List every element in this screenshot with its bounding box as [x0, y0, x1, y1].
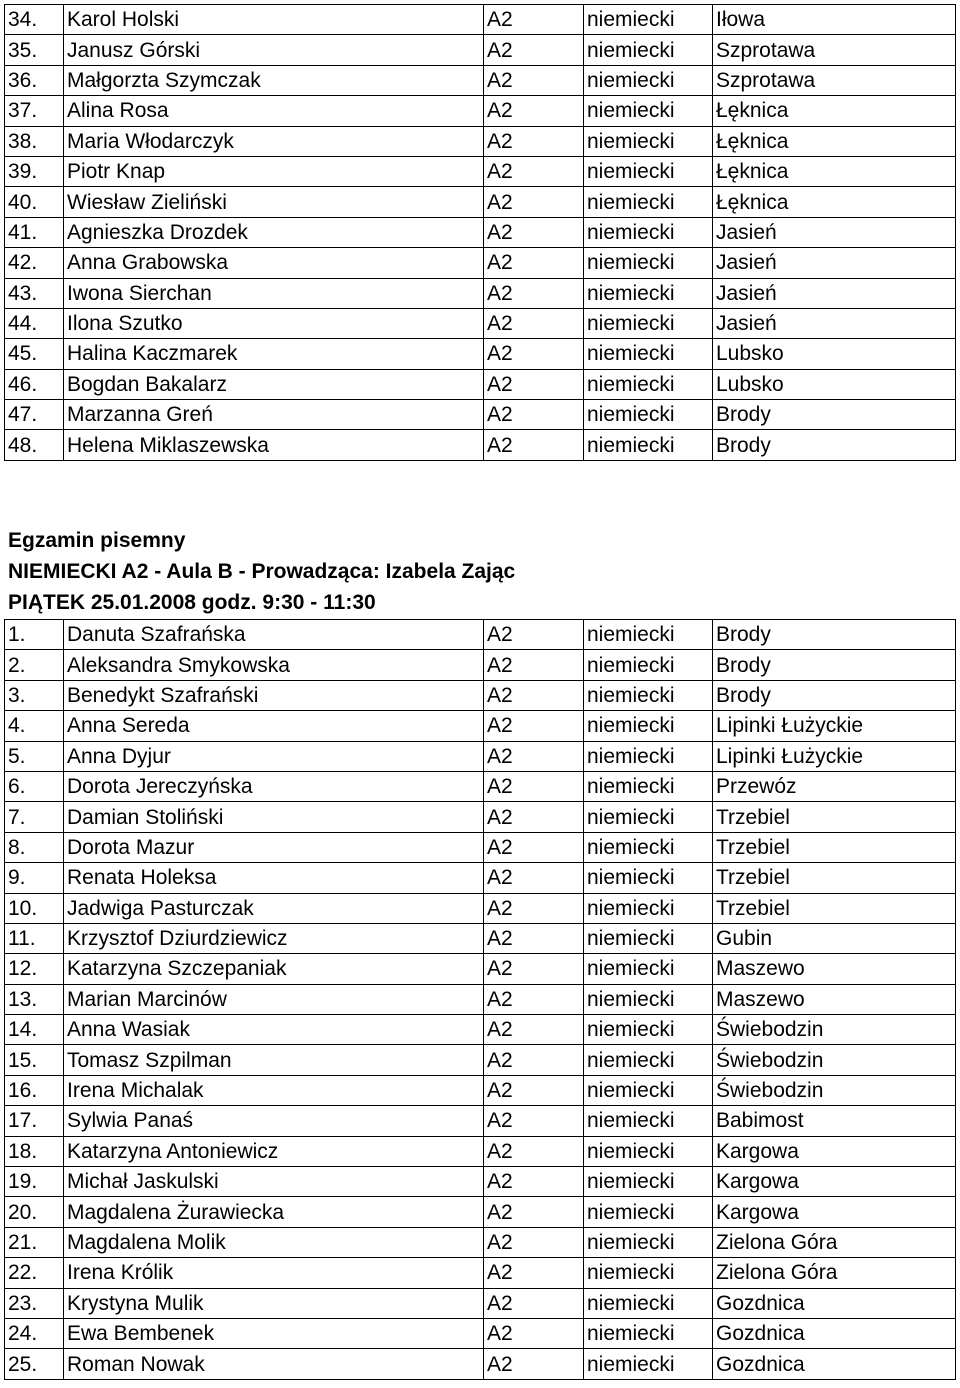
level-cell: A2	[484, 339, 584, 369]
table-row	[5, 65, 956, 95]
language-cell: niemiecki	[584, 1075, 713, 1105]
participant-name: Bogdan Bakalarz	[64, 369, 484, 399]
participant-name: Krystyna Mulik	[64, 1288, 484, 1318]
level-cell: A2	[484, 308, 584, 338]
row-number: 13.	[5, 984, 64, 1014]
table-row	[5, 711, 956, 741]
row-number: 18.	[5, 1136, 64, 1166]
participant-name: Dorota Jereczyńska	[64, 771, 484, 801]
participant-name: Ilona Szutko	[64, 308, 484, 338]
section-title: Egzamin pisemny	[8, 529, 186, 552]
row-number: 23.	[5, 1288, 64, 1318]
town-cell: Łęknica	[713, 187, 956, 217]
language-cell: niemiecki	[584, 1227, 713, 1257]
table-row	[5, 217, 956, 247]
language-cell: niemiecki	[584, 802, 713, 832]
language-cell: niemiecki	[584, 1015, 713, 1045]
table-row	[5, 923, 956, 953]
level-cell: A2	[484, 156, 584, 186]
level-cell: A2	[484, 1167, 584, 1197]
town-cell: Brody	[713, 650, 956, 680]
language-cell: niemiecki	[584, 96, 713, 126]
row-number: 41.	[5, 217, 64, 247]
town-cell: Maszewo	[713, 954, 956, 984]
town-cell: Trzebiel	[713, 802, 956, 832]
town-cell: Brody	[713, 680, 956, 710]
table-row	[5, 832, 956, 862]
level-cell: A2	[484, 65, 584, 95]
language-cell: niemiecki	[584, 65, 713, 95]
town-cell: Lubsko	[713, 369, 956, 399]
participant-name: Magdalena Żurawiecka	[64, 1197, 484, 1227]
table-row	[5, 680, 956, 710]
row-number: 11.	[5, 923, 64, 953]
level-cell: A2	[484, 187, 584, 217]
participant-name: Janusz Górski	[64, 35, 484, 65]
language-cell: niemiecki	[584, 217, 713, 247]
participant-name: Irena Michalak	[64, 1075, 484, 1105]
town-cell: Świebodzin	[713, 1015, 956, 1045]
table-row	[5, 620, 956, 650]
town-cell: Lipinki Łużyckie	[713, 741, 956, 771]
town-cell: Brody	[713, 430, 956, 460]
language-cell: niemiecki	[584, 711, 713, 741]
table-row	[5, 1045, 956, 1075]
row-number: 8.	[5, 832, 64, 862]
row-number: 22.	[5, 1258, 64, 1288]
language-cell: niemiecki	[584, 1045, 713, 1075]
row-number: 2.	[5, 650, 64, 680]
town-cell: Szprotawa	[713, 35, 956, 65]
level-cell: A2	[484, 1349, 584, 1379]
row-number: 16.	[5, 1075, 64, 1105]
level-cell: A2	[484, 369, 584, 399]
row-number: 7.	[5, 802, 64, 832]
participant-name: Anna Wasiak	[64, 1015, 484, 1045]
row-number: 24.	[5, 1318, 64, 1348]
language-cell: niemiecki	[584, 1288, 713, 1318]
level-cell: A2	[484, 1258, 584, 1288]
language-cell: niemiecki	[584, 1106, 713, 1136]
language-cell: niemiecki	[584, 248, 713, 278]
participant-name: Benedykt Szafrański	[64, 680, 484, 710]
town-cell: Gubin	[713, 923, 956, 953]
participant-name: Helena Miklaszewska	[64, 430, 484, 460]
town-cell: Gozdnica	[713, 1288, 956, 1318]
row-number: 10.	[5, 893, 64, 923]
participant-name: Małgorzta Szymczak	[64, 65, 484, 95]
town-cell: Iłowa	[713, 5, 956, 35]
language-cell: niemiecki	[584, 650, 713, 680]
town-cell: Maszewo	[713, 984, 956, 1014]
level-cell: A2	[484, 984, 584, 1014]
town-cell: Trzebiel	[713, 893, 956, 923]
section-subtitle: NIEMIECKI A2 - Aula B - Prowadząca: Izabela Zając	[8, 560, 516, 583]
table-row	[5, 1015, 956, 1045]
table-row	[5, 187, 956, 217]
level-cell: A2	[484, 680, 584, 710]
town-cell: Kargowa	[713, 1136, 956, 1166]
language-cell: niemiecki	[584, 620, 713, 650]
row-number: 19.	[5, 1167, 64, 1197]
participant-name: Wiesław Zieliński	[64, 187, 484, 217]
language-cell: niemiecki	[584, 893, 713, 923]
row-number: 14.	[5, 1015, 64, 1045]
participant-name: Iwona Sierchan	[64, 278, 484, 308]
participant-name: Katarzyna Antoniewicz	[64, 1136, 484, 1166]
level-cell: A2	[484, 430, 584, 460]
language-cell: niemiecki	[584, 369, 713, 399]
participant-name: Jadwiga Pasturczak	[64, 893, 484, 923]
table-row	[5, 369, 956, 399]
participant-name: Alina Rosa	[64, 96, 484, 126]
town-cell: Świebodzin	[713, 1075, 956, 1105]
participant-name: Marzanna Greń	[64, 400, 484, 430]
level-cell: A2	[484, 1015, 584, 1045]
table-row	[5, 35, 956, 65]
row-number: 40.	[5, 187, 64, 217]
participant-name: Halina Kaczmarek	[64, 339, 484, 369]
level-cell: A2	[484, 1318, 584, 1348]
table-row	[5, 339, 956, 369]
row-number: 6.	[5, 771, 64, 801]
town-cell: Brody	[713, 400, 956, 430]
table-row	[5, 156, 956, 186]
language-cell: niemiecki	[584, 430, 713, 460]
town-cell: Lipinki Łużyckie	[713, 711, 956, 741]
level-cell: A2	[484, 1136, 584, 1166]
town-cell: Jasień	[713, 278, 956, 308]
participant-name: Damian Stoliński	[64, 802, 484, 832]
town-cell: Trzebiel	[713, 863, 956, 893]
town-cell: Kargowa	[713, 1167, 956, 1197]
town-cell: Jasień	[713, 217, 956, 247]
town-cell: Łęknica	[713, 156, 956, 186]
language-cell: niemiecki	[584, 1258, 713, 1288]
level-cell: A2	[484, 1045, 584, 1075]
town-cell: Świebodzin	[713, 1045, 956, 1075]
row-number: 37.	[5, 96, 64, 126]
town-cell: Lubsko	[713, 339, 956, 369]
level-cell: A2	[484, 893, 584, 923]
row-number: 20.	[5, 1197, 64, 1227]
language-cell: niemiecki	[584, 832, 713, 862]
language-cell: niemiecki	[584, 1136, 713, 1166]
level-cell: A2	[484, 1288, 584, 1318]
participants-table-continued	[4, 4, 956, 461]
table-row	[5, 1197, 956, 1227]
level-cell: A2	[484, 954, 584, 984]
table-row	[5, 248, 956, 278]
participant-name: Renata Holeksa	[64, 863, 484, 893]
level-cell: A2	[484, 1075, 584, 1105]
level-cell: A2	[484, 650, 584, 680]
level-cell: A2	[484, 217, 584, 247]
participant-name: Anna Sereda	[64, 711, 484, 741]
row-number: 15.	[5, 1045, 64, 1075]
town-cell: Brody	[713, 620, 956, 650]
participant-name: Katarzyna Szczepaniak	[64, 954, 484, 984]
table-row	[5, 1106, 956, 1136]
table-row	[5, 1349, 956, 1379]
level-cell: A2	[484, 35, 584, 65]
row-number: 45.	[5, 339, 64, 369]
language-cell: niemiecki	[584, 680, 713, 710]
participant-name: Danuta Szafrańska	[64, 620, 484, 650]
language-cell: niemiecki	[584, 771, 713, 801]
language-cell: niemiecki	[584, 1167, 713, 1197]
language-cell: niemiecki	[584, 126, 713, 156]
table-row	[5, 1227, 956, 1257]
level-cell: A2	[484, 832, 584, 862]
town-cell: Zielona Góra	[713, 1227, 956, 1257]
table-row	[5, 308, 956, 338]
participant-name: Dorota Mazur	[64, 832, 484, 862]
table-row	[5, 278, 956, 308]
row-number: 25.	[5, 1349, 64, 1379]
language-cell: niemiecki	[584, 741, 713, 771]
participant-name: Anna Grabowska	[64, 248, 484, 278]
language-cell: niemiecki	[584, 156, 713, 186]
town-cell: Łęknica	[713, 96, 956, 126]
table-row	[5, 802, 956, 832]
section-datetime: PIĄTEK 25.01.2008 godz. 9:30 - 11:30	[8, 591, 376, 614]
row-number: 12.	[5, 954, 64, 984]
row-number: 34.	[5, 5, 64, 35]
table-row	[5, 400, 956, 430]
level-cell: A2	[484, 711, 584, 741]
level-cell: A2	[484, 741, 584, 771]
row-number: 35.	[5, 35, 64, 65]
town-cell: Szprotawa	[713, 65, 956, 95]
table-row	[5, 1075, 956, 1105]
row-number: 43.	[5, 278, 64, 308]
participant-name: Marian Marcinów	[64, 984, 484, 1014]
level-cell: A2	[484, 400, 584, 430]
table-row	[5, 1288, 956, 1318]
participants-table	[4, 619, 956, 1380]
town-cell: Trzebiel	[713, 832, 956, 862]
table-row	[5, 5, 956, 35]
participant-name: Krzysztof Dziurdziewicz	[64, 923, 484, 953]
town-cell: Gozdnica	[713, 1318, 956, 1348]
language-cell: niemiecki	[584, 278, 713, 308]
level-cell: A2	[484, 863, 584, 893]
level-cell: A2	[484, 802, 584, 832]
table-row	[5, 771, 956, 801]
level-cell: A2	[484, 620, 584, 650]
language-cell: niemiecki	[584, 35, 713, 65]
row-number: 21.	[5, 1227, 64, 1257]
participant-name: Agnieszka Drozdek	[64, 217, 484, 247]
level-cell: A2	[484, 923, 584, 953]
language-cell: niemiecki	[584, 5, 713, 35]
row-number: 42.	[5, 248, 64, 278]
row-number: 44.	[5, 308, 64, 338]
language-cell: niemiecki	[584, 863, 713, 893]
participant-name: Michał Jaskulski	[64, 1167, 484, 1197]
town-cell: Kargowa	[713, 1197, 956, 1227]
table-row	[5, 954, 956, 984]
row-number: 5.	[5, 741, 64, 771]
table-row	[5, 430, 956, 460]
level-cell: A2	[484, 771, 584, 801]
participant-name: Karol Holski	[64, 5, 484, 35]
row-number: 39.	[5, 156, 64, 186]
language-cell: niemiecki	[584, 1197, 713, 1227]
town-cell: Babimost	[713, 1106, 956, 1136]
table-row	[5, 984, 956, 1014]
table-row	[5, 1258, 956, 1288]
language-cell: niemiecki	[584, 339, 713, 369]
language-cell: niemiecki	[584, 1318, 713, 1348]
participant-name: Anna Dyjur	[64, 741, 484, 771]
town-cell: Jasień	[713, 308, 956, 338]
row-number: 46.	[5, 369, 64, 399]
town-cell: Przewóz	[713, 771, 956, 801]
table-row	[5, 893, 956, 923]
table-row	[5, 863, 956, 893]
level-cell: A2	[484, 96, 584, 126]
table-row	[5, 126, 956, 156]
level-cell: A2	[484, 126, 584, 156]
row-number: 9.	[5, 863, 64, 893]
language-cell: niemiecki	[584, 400, 713, 430]
table-row	[5, 1167, 956, 1197]
row-number: 47.	[5, 400, 64, 430]
participant-name: Sylwia Panaś	[64, 1106, 484, 1136]
level-cell: A2	[484, 1197, 584, 1227]
language-cell: niemiecki	[584, 954, 713, 984]
level-cell: A2	[484, 5, 584, 35]
level-cell: A2	[484, 1106, 584, 1136]
table-row	[5, 741, 956, 771]
participant-name: Irena Królik	[64, 1258, 484, 1288]
table-row	[5, 1136, 956, 1166]
language-cell: niemiecki	[584, 984, 713, 1014]
participant-name: Roman Nowak	[64, 1349, 484, 1379]
participant-name: Maria Włodarczyk	[64, 126, 484, 156]
participant-name: Aleksandra Smykowska	[64, 650, 484, 680]
participant-name: Ewa Bembenek	[64, 1318, 484, 1348]
town-cell: Łęknica	[713, 126, 956, 156]
row-number: 4.	[5, 711, 64, 741]
language-cell: niemiecki	[584, 923, 713, 953]
row-number: 36.	[5, 65, 64, 95]
level-cell: A2	[484, 278, 584, 308]
town-cell: Zielona Góra	[713, 1258, 956, 1288]
participant-name: Magdalena Molik	[64, 1227, 484, 1257]
level-cell: A2	[484, 1227, 584, 1257]
table-row	[5, 1318, 956, 1348]
table-row	[5, 96, 956, 126]
language-cell: niemiecki	[584, 1349, 713, 1379]
row-number: 1.	[5, 620, 64, 650]
level-cell: A2	[484, 248, 584, 278]
town-cell: Gozdnica	[713, 1349, 956, 1379]
row-number: 48.	[5, 430, 64, 460]
participant-name: Piotr Knap	[64, 156, 484, 186]
row-number: 3.	[5, 680, 64, 710]
table-row	[5, 650, 956, 680]
participant-name: Tomasz Szpilman	[64, 1045, 484, 1075]
language-cell: niemiecki	[584, 308, 713, 338]
town-cell: Jasień	[713, 248, 956, 278]
row-number: 38.	[5, 126, 64, 156]
row-number: 17.	[5, 1106, 64, 1136]
language-cell: niemiecki	[584, 187, 713, 217]
